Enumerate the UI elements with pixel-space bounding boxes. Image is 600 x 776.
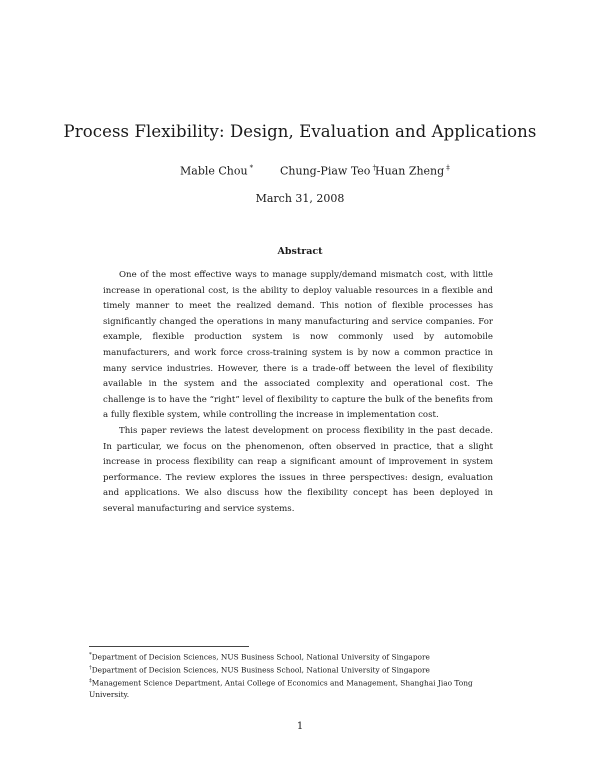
abstract-paragraph: This paper reviews the latest development on process flexibility in the past decade. In particular, we focus on the phenomenon, often observed in practice, that a slight increase in process flexibility can reap a significant amount of improvement in system performance. The review explores the issues in three perspectives: design, evaluation and applications. We also discuss how the flexibility concept has been deployed in several manufacturing and service systems. xyxy=(103,425,493,514)
paper-title: Process Flexibility: Design, Evaluation and Applications xyxy=(63,122,537,141)
author-name: Huan Zheng xyxy=(375,164,445,178)
author-name: Mable Chou xyxy=(180,164,248,178)
paper-date: March 31, 2008 xyxy=(255,192,345,205)
footnote-mark: † xyxy=(89,665,92,672)
footnote xyxy=(89,663,509,676)
author-3 xyxy=(375,164,450,178)
abstract-body xyxy=(103,268,493,518)
footnote xyxy=(89,650,509,663)
footnotes xyxy=(89,650,509,701)
author-name: Chung-Piaw Teo xyxy=(280,164,371,178)
abstract-heading: Abstract xyxy=(277,246,323,257)
author-mark: † xyxy=(372,164,376,172)
footnote-text: Department of Decision Sciences, NUS Business School, National University of Singapore xyxy=(91,652,430,662)
author-mark: ‡ xyxy=(446,164,450,172)
footnote-text: Management Science Department, Antai College of Economics and Management, Shanghai Jiao Tong University. xyxy=(89,678,473,700)
abstract-paragraph: One of the most effective ways to manage supply/demand mismatch cost, with little increase in operational cost, is the ability to deploy valuable resources in a flexible and timely manner to meet the realized demand. This notion of flexible processes has significantly changed the operations in many manufacturing and service companies. For example, flexible production system is now commonly used by automobile manufacturers, and work force cross-training system is by now a common practice in many service industries. However, there is a trade-off between the level of flexibility available in the system and the associated complexity and operational cost. The challenge is to have the “right” level of flexibility to capture the bulk of the benefits from a fully flexible system, while controlling the increase in implementation cost. xyxy=(103,270,493,421)
footnote-rule xyxy=(89,646,249,647)
author-1 xyxy=(180,164,253,178)
author-mark: * xyxy=(249,164,254,172)
footnote-mark: * xyxy=(89,652,92,658)
footnote xyxy=(89,676,509,701)
footnote-mark: ‡ xyxy=(89,678,92,685)
page-number: 1 xyxy=(296,721,304,732)
footnote-text: Department of Decision Sciences, NUS Business School, National University of Singapore xyxy=(91,665,430,675)
author-2 xyxy=(280,164,376,178)
